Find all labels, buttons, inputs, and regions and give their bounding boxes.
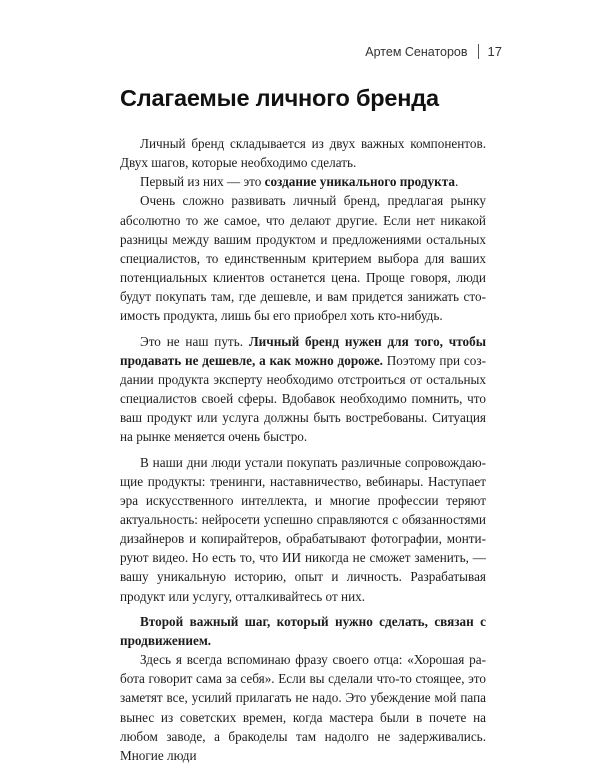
paragraph-text: В наши дни люди устали покупать различные сопровождающие продукты: тренинги, наставничество, вебинары. Наступает эра искусственного интеллекта, и многие профессии теряют актуальность: нейросети успешно справляются с обязанностями дизайнеров и копирайтеров, обрабатывают фотографии, монтируют видео. Но есть то, что ИИ никогда не сможет заменить, — вашу уникальную историю, опыт и личность. Разрабатывая продукт или услугу, отталкивайтесь от них. [120, 454, 486, 604]
page-number: 17 [487, 44, 502, 59]
chapter-heading: Слагаемые личного бренда [120, 85, 439, 111]
paragraph-text: Очень сложно развивать личный бренд, предлагая рынку абсолютно то же самое, что делают другие. Если нет никакой разницы между вашим продуктом и предложениями остальных специалистов, то единственным критерием выбора для ваших потенциальных клиентов останется цена. Проще говоря, люди будут покупать там, где дешевле, и вам придется занижать стоимость продукта, лишь бы его приобрел хоть кто-нибудь. [120, 193, 486, 324]
paragraph [120, 191, 486, 325]
paragraph-text: . [454, 174, 459, 190]
running-header [365, 44, 502, 59]
paragraph [120, 650, 486, 765]
paragraph-text: Первый из них — это [140, 174, 265, 190]
paragraph-text: Личный бренд складывается из двух важных компонентов. Двух шагов, которые необходимо сделать. [120, 136, 486, 171]
paragraph-bold-text: создание уникального продукта [264, 174, 455, 190]
paragraph-text: Это не наш путь. [140, 333, 249, 349]
paragraph [120, 332, 486, 447]
paragraph [120, 612, 486, 650]
paragraph [120, 172, 486, 191]
header-divider [478, 44, 479, 59]
paragraph [120, 134, 486, 172]
paragraph [120, 453, 486, 606]
body-text [120, 134, 486, 765]
author-name: Артем Сенаторов [365, 44, 468, 59]
paragraph-text: Поэтому при создании продукта эксперту необходимо отстроиться от остальных специалистов своей сферы. Вдобавок необходимо помнить, что ваш продукт или услуга должны быть востребованы. Ситуация на рынке меняется очень быстро. [120, 352, 486, 445]
paragraph-bold-text: Личный бренд нужен для того, чтобы продавать не дешевле, а как можно дороже. [120, 333, 487, 368]
paragraph-text: Здесь я всегда вспоминаю фразу своего отца: «Хорошая работа говорит сама за себя». Если вы сделали что-то стоящее, это заметят все, усилий прилагать не надо. Это убеждение мой папа вынес из советских времен, когда мастера были в почете на любом заводе, а бракоделы там надолго не задерживались. Многие люди [120, 652, 486, 763]
paragraph-bold-text: Второй важный шаг, который нужно сделать, связан с продвижением. [120, 613, 486, 648]
